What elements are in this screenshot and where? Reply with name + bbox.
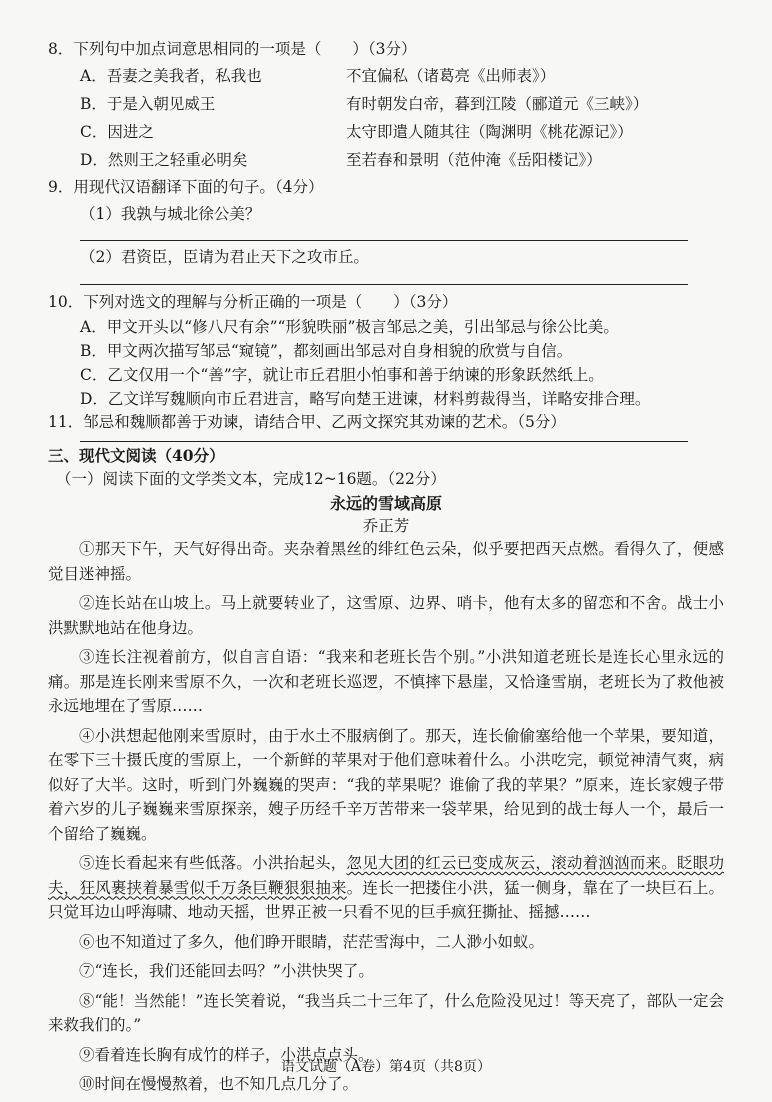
q8-option-d-right: 至若春和景明（范仲淹《岳阳楼记》） xyxy=(346,151,602,169)
q8-option-b-left: B．于是入朝见威王 xyxy=(80,95,216,113)
story-paragraph-5-end: 。连长一把搂住小洪，猛一侧身，靠在了一块巨石上。只觉耳边山呼海啸、地动天摇，世界正被一只看不见的巨手疯狂撕扯、摇撼…… xyxy=(48,878,724,921)
story-paragraph-8: ⑧“能！当然能！”连长笑着说，“我当兵二十三年了，什么危险没见过！等天亮了，部队一定会来救我们的。” xyxy=(48,991,724,1034)
q10-option-d: D．乙文详写魏顺向市丘君进言，略写向楚王进谏，材料剪裁得当，详略安排合理。 xyxy=(80,390,651,408)
q9-answer-line-1[interactable] xyxy=(80,240,688,241)
story-paragraph-6: ⑥也不知道过了多久，他们睁开眼睛，茫茫雪海中，二人渺小如蚁。 xyxy=(79,932,545,951)
q8-option-c-left: C．因进之 xyxy=(80,123,154,141)
q10-option-a: A．甲文开头以“修八尺有余”“形貌昳丽”极言邹忌之美，引出邹忌与徐公比美。 xyxy=(80,318,619,336)
q9-sentence-2: （2）君资臣，臣请为君止天下之攻市丘。 xyxy=(80,248,369,266)
q9-answer-line-2[interactable] xyxy=(80,284,688,285)
q9-stem: 9．用现代汉语翻译下面的句子。（4分） xyxy=(48,178,324,196)
q8-option-c-right: 太守即遣人随其往（陶渊明《桃花源记》） xyxy=(346,123,633,141)
q8-stem: 8．下列句中加点词意思相同的一项是（ ）（3分） xyxy=(48,40,417,58)
section3-subheading: （一）阅读下面的文学类文本，完成12~16题。（22分） xyxy=(56,470,446,488)
story-paragraph-2: ②连长站在山坡上。马上就要转业了，这雪原、边界、哨卡，他有太多的留恋和不舍。战士小洪默默地站在他身边。 xyxy=(48,594,724,637)
q9-sentence-1: （1）我孰与城北徐公美？ xyxy=(80,205,261,223)
story-paragraph-5-start: ⑤连长看起来有些低落。小洪抬起头， xyxy=(79,854,347,872)
section3-heading: 三、现代文阅读（40分） xyxy=(48,446,225,465)
q8-option-b-right: 有时朝发白帝，暮到江陵（郦道元《三峡》） xyxy=(346,95,649,113)
q10-option-b: B．甲文两次描写邹忌“窥镜”，都刻画出邹忌对自身相貌的欣赏与自信。 xyxy=(80,342,573,360)
q8-option-a-left: A．吾妻之美我者，私我也 xyxy=(80,67,262,85)
story-paragraph-10: ⑩时间在慢慢熬着，也不知几点几分了。 xyxy=(79,1075,359,1093)
story-paragraph-4: ④小洪想起他刚来雪原时，由于水土不服病倒了。那天，连长偷偷塞给他一个苹果，要知道，在零下三十摄氏度的雪原上，一个新鲜的苹果对于他们意味着什么。小洪吃完，顿觉神清气爽，病似好了大半。这时，听到门外巍巍的哭声：“我的苹果呢？谁偷了我的苹果？”原来，连长家嫂子带着六岁的儿子巍巍来雪原探亲，嫂子历经千辛万苦带来一袋苹果，给见到的战士每人一个，最后一个留给了巍巍。 xyxy=(48,726,724,843)
q10-option-c: C．乙文仅用一个“善”字，就让市丘君胆小怕事和善于纳谏的形象跃然纸上。 xyxy=(80,366,604,384)
story-body xyxy=(48,537,724,1102)
q11-stem: 11．邹忌和魏顺都善于劝谏，请结合甲、乙两文探究其劝谏的艺术。（5分） xyxy=(48,413,566,431)
story-title: 永远的雪域高原 xyxy=(329,494,442,513)
story-paragraph-5 xyxy=(48,851,724,925)
story-paragraph-9: ⑨看着连长胸有成竹的样子，小洪点点头。 xyxy=(79,1045,374,1064)
q8-option-a-right: 不宜偏私（诸葛亮《出师表》） xyxy=(346,67,556,85)
q10-stem: 10．下列对选文的理解与分析正确的一项是（ ）（3分） xyxy=(48,293,458,311)
story-paragraph-7: ⑦“连长，我们还能回去吗？”小洪快哭了。 xyxy=(79,962,374,980)
story-paragraph-3: ③连长注视着前方，似自言自语：“我来和老班长告个别。”小洪知道老班长是连长心里永远的痛。那是连长刚来雪原不久，一次和老班长巡逻，不慎摔下悬崖，又恰逢雪崩，老班长为了救他被永远地埋在了雪原…… xyxy=(48,648,724,715)
page-footer: 语文试题（A卷）第4页（共8页） xyxy=(281,1059,491,1075)
story-paragraph-1: ①那天下午，天气好得出奇。夹杂着黑丝的绯红色云朵，似乎要把西天点燃。看得久了，便感觉目迷神摇。 xyxy=(48,540,724,583)
story-author: 乔正芳 xyxy=(362,517,410,535)
story-paragraph-5-underlined: 忽见大团的红云已变成灰云，滚动着汹汹而来。眨眼功夫，狂风裹挟着暴雪似千万条巨鞭狠狠抽来 xyxy=(48,854,724,897)
q8-option-d-left: D．然则王之轻重必明矣 xyxy=(80,151,248,169)
q11-answer-line[interactable] xyxy=(80,441,688,442)
